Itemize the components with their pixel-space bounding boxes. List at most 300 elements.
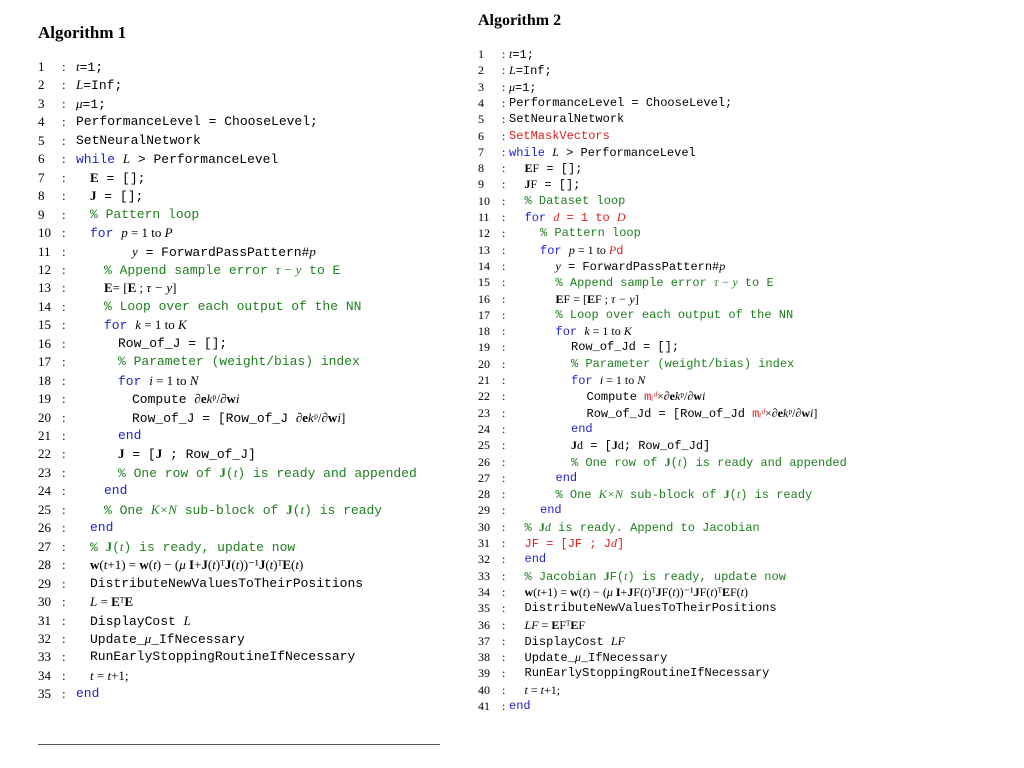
line-number: 6	[38, 151, 45, 167]
line-number: 9	[478, 177, 484, 192]
line-separator: :	[62, 667, 66, 683]
code-token: ; Row_of_Jd]	[623, 439, 711, 454]
line-number: 39	[478, 666, 490, 681]
code-token: (	[99, 557, 104, 573]
code-token: J	[655, 584, 662, 599]
code-line	[478, 534, 1018, 552]
code-token: DisplayCost	[90, 613, 184, 629]
line-separator: :	[62, 391, 66, 407]
code-text	[509, 127, 610, 145]
code-token: = 1 to	[574, 242, 609, 257]
code-text	[104, 482, 127, 500]
code-text	[90, 224, 173, 243]
line-separator: :	[62, 428, 66, 443]
code-token: w	[226, 391, 236, 407]
line-separator: :	[502, 617, 506, 632]
code-token: E	[586, 291, 595, 306]
code-line	[478, 697, 1018, 715]
code-text	[118, 335, 227, 353]
code-line	[38, 169, 468, 187]
line-number: 24	[38, 483, 51, 499]
line-number: 32	[478, 552, 490, 567]
code-token: % One	[555, 488, 599, 503]
code-line	[38, 630, 468, 648]
code-text	[571, 420, 593, 438]
code-token: =Inf;	[83, 78, 123, 94]
code-token: t	[76, 59, 80, 74]
code-text	[571, 355, 794, 373]
code-text	[104, 298, 361, 316]
code-token: τ − y	[713, 275, 738, 290]
code-token: ) is ready and appended	[237, 465, 417, 481]
code-token: w	[327, 409, 338, 425]
code-text	[104, 316, 187, 335]
line-number: 16	[38, 335, 51, 351]
code-token: end	[540, 503, 562, 518]
code-token: end	[76, 686, 100, 702]
line-separator: :	[502, 519, 506, 534]
code-token: = [];	[537, 178, 581, 193]
line-separator: :	[502, 584, 506, 599]
code-token: = [	[583, 439, 612, 454]
code-token: ; J	[582, 537, 611, 551]
line-separator: :	[62, 354, 66, 370]
code-token: K	[177, 317, 187, 333]
code-token: t	[103, 557, 108, 573]
code-token: I	[189, 557, 195, 573]
code-token: J	[664, 454, 671, 469]
code-token: F(	[661, 584, 673, 599]
code-line	[38, 593, 468, 611]
code-line	[38, 409, 468, 427]
code-token	[115, 152, 123, 167]
code-token: =	[93, 667, 108, 683]
code-token: F	[530, 177, 538, 192]
code-text	[90, 169, 145, 188]
line-number: 34	[478, 584, 490, 599]
code-text	[90, 206, 199, 224]
code-line	[38, 316, 468, 334]
code-token: e	[200, 391, 207, 407]
code-text	[118, 427, 141, 445]
code-token: ᵖ/∂	[212, 391, 227, 407]
code-token: ]	[634, 291, 639, 306]
code-line	[478, 273, 1018, 291]
line-separator: :	[62, 594, 66, 610]
code-token: (	[578, 584, 583, 599]
line-separator: :	[502, 633, 506, 648]
line-number: 29	[478, 503, 490, 518]
line-separator: :	[502, 177, 506, 192]
code-token: L	[183, 612, 191, 628]
line-number: 6	[478, 128, 484, 143]
code-token: (	[112, 539, 120, 555]
code-token: Update_	[524, 651, 575, 666]
line-separator: :	[502, 699, 506, 713]
code-token: Row_of_J = [Row_of_J	[132, 410, 296, 426]
code-line	[478, 355, 1018, 373]
code-token: e	[777, 405, 783, 420]
code-token: N	[637, 373, 646, 387]
code-text	[76, 58, 103, 77]
code-token: w	[90, 557, 100, 573]
code-token: E	[90, 169, 99, 185]
code-token: +1;	[543, 682, 561, 697]
code-token: = [J	[538, 537, 575, 551]
code-token: E	[524, 161, 533, 176]
code-line	[478, 338, 1018, 356]
line-separator: :	[502, 389, 506, 404]
code-token	[593, 374, 600, 388]
code-token: μ	[574, 650, 581, 665]
code-token: m	[644, 390, 652, 405]
code-token: % One row of	[118, 465, 220, 481]
code-line	[478, 616, 1018, 634]
code-text	[509, 94, 732, 112]
code-line	[478, 404, 1018, 422]
code-line	[38, 685, 468, 703]
code-token: L	[524, 617, 532, 632]
line-number: 32	[38, 630, 51, 646]
code-text	[76, 95, 106, 114]
code-token: ) is ready, update now	[627, 569, 786, 584]
code-token: PerformanceLevel = ChooseLevel;	[509, 95, 733, 110]
line-number: 11	[38, 243, 51, 259]
line-separator: :	[502, 568, 506, 583]
code-token: % Parameter (weight/bias) index	[118, 354, 360, 370]
code-token: % Loop over each output of the NN	[104, 298, 362, 314]
code-line	[38, 612, 468, 630]
code-token: J	[611, 438, 618, 453]
code-token: w	[693, 389, 702, 404]
line-number: 1	[38, 59, 45, 74]
code-token: w	[139, 557, 149, 573]
code-token: Update_	[90, 631, 145, 647]
line-separator: :	[502, 682, 506, 697]
code-text	[90, 630, 245, 649]
code-token: k	[674, 389, 681, 404]
code-text	[540, 501, 562, 519]
code-token: i	[235, 391, 240, 407]
line-number: 8	[478, 161, 484, 176]
code-token: )ᵀ	[273, 557, 283, 573]
code-token: = 1 to	[559, 211, 617, 225]
code-text	[556, 306, 794, 324]
line-separator: :	[62, 446, 66, 462]
line-separator: :	[62, 95, 66, 111]
code-token	[562, 244, 569, 258]
code-token: DistributeNewValuesToTheirPositions	[90, 575, 364, 591]
code-token: sub-block of	[176, 502, 287, 518]
code-token: for	[104, 318, 128, 334]
code-text	[118, 445, 256, 464]
code-token: y	[132, 243, 138, 259]
code-token: DisplayCost	[524, 634, 611, 649]
code-line	[478, 371, 1018, 389]
code-token: J	[524, 537, 532, 551]
line-number: 2	[478, 63, 484, 78]
algorithm-2-title: Algorithm 2	[478, 12, 562, 29]
code-token: = 1 to	[152, 372, 190, 388]
line-separator: :	[62, 501, 66, 517]
code-text	[118, 372, 198, 391]
code-token: ×∂	[656, 389, 670, 404]
line-number: 13	[38, 280, 51, 296]
line-number: 38	[478, 650, 490, 665]
code-token: t	[90, 667, 94, 683]
code-token: K×N	[150, 501, 177, 517]
code-token: t	[643, 584, 648, 599]
code-token: t	[624, 568, 628, 583]
code-text	[90, 187, 143, 206]
line-number: 19	[478, 340, 490, 355]
code-token: t	[582, 584, 587, 599]
code-line	[478, 436, 1018, 454]
line-number: 40	[478, 682, 490, 697]
code-token: J	[627, 584, 634, 599]
code-text	[525, 192, 626, 210]
line-separator: :	[502, 307, 506, 322]
code-token: % Jacobian	[524, 569, 604, 584]
code-token: ×∂	[764, 405, 778, 420]
code-token: ∂	[194, 391, 201, 407]
code-token: = 1 to	[141, 317, 178, 333]
line-separator: :	[502, 666, 506, 681]
code-token: (	[533, 584, 538, 599]
code-token: t	[107, 667, 112, 683]
code-token: while	[76, 152, 116, 168]
code-token: % One	[104, 502, 151, 518]
code-text	[509, 110, 624, 128]
code-token: i	[701, 389, 706, 404]
line-separator: :	[502, 275, 506, 290]
code-token: i	[599, 373, 604, 387]
code-token: ))⁻¹	[239, 557, 259, 573]
code-token: = [];	[98, 170, 146, 186]
code-token: (	[207, 557, 213, 573]
code-token: d	[577, 438, 583, 453]
code-token: E	[570, 617, 579, 632]
code-token: =1;	[79, 60, 104, 75]
code-token: % Pattern loop	[540, 226, 641, 241]
line-number: 11	[478, 210, 490, 224]
code-line	[478, 175, 1018, 193]
code-token: = [	[112, 280, 128, 296]
line-separator: :	[62, 206, 66, 222]
code-line	[478, 290, 1018, 308]
code-text	[104, 501, 382, 520]
code-token: ))⁻¹	[675, 584, 694, 599]
line-separator: :	[502, 650, 506, 665]
code-text	[76, 132, 201, 150]
code-token: J	[118, 446, 125, 462]
code-line	[38, 224, 468, 242]
code-token: (	[729, 488, 737, 503]
code-token: e	[669, 389, 675, 404]
line-separator: :	[62, 77, 66, 93]
code-token: F = [	[563, 291, 587, 306]
code-line	[478, 45, 1018, 63]
line-number: 22	[478, 389, 490, 404]
code-line	[478, 322, 1018, 340]
code-token: τ − y	[610, 291, 635, 306]
code-token: = [];	[539, 162, 583, 177]
code-line	[478, 567, 1018, 585]
line-separator: :	[502, 291, 506, 306]
code-token: t	[672, 584, 676, 599]
line-separator: :	[502, 503, 506, 518]
code-token: )ᵀ	[647, 584, 656, 599]
code-token: t	[710, 584, 714, 599]
code-line	[38, 261, 468, 279]
line-separator: :	[62, 151, 66, 167]
code-line	[38, 538, 468, 556]
code-token: (	[292, 502, 301, 518]
code-token: J	[90, 188, 97, 204]
code-token: to E	[301, 262, 341, 278]
code-token: DistributeNewValuesToTheirPositions	[524, 601, 777, 616]
code-token: p	[568, 242, 575, 257]
code-line	[38, 556, 468, 574]
code-token: J	[105, 538, 113, 554]
code-token: J	[723, 487, 730, 502]
code-token: μ	[144, 630, 152, 646]
code-text	[90, 519, 113, 537]
line-separator: :	[62, 114, 66, 130]
line-separator: :	[502, 210, 506, 224]
code-token: d	[616, 243, 624, 258]
line-separator: :	[502, 601, 506, 616]
line-number: 15	[478, 275, 490, 290]
line-number: 33	[478, 568, 490, 583]
line-number: 17	[478, 307, 490, 322]
code-token: J	[286, 501, 293, 517]
code-token: end	[571, 421, 593, 436]
code-token: J	[693, 584, 700, 599]
line-separator: :	[502, 324, 506, 339]
code-line	[478, 453, 1018, 471]
line-number: 18	[478, 324, 490, 339]
code-line	[38, 132, 468, 150]
code-line	[478, 387, 1018, 405]
code-token: J	[219, 464, 226, 480]
code-token: i	[810, 405, 814, 420]
code-token: d	[553, 210, 560, 224]
code-token: ]	[172, 280, 177, 296]
line-separator: :	[502, 226, 506, 241]
code-token: +1) =	[540, 584, 571, 599]
code-token: =Inf;	[515, 64, 552, 79]
code-line	[38, 648, 468, 666]
code-token: %	[524, 520, 539, 535]
code-token: L	[610, 633, 618, 648]
line-number: 22	[38, 446, 51, 462]
line-separator: :	[62, 409, 66, 425]
code-line	[38, 95, 468, 113]
code-token: ]	[616, 537, 625, 551]
code-line	[478, 664, 1018, 682]
line-separator: :	[502, 242, 506, 257]
code-token: t	[295, 557, 299, 573]
code-token: % Loop over each output of the NN	[555, 307, 794, 322]
line-separator: :	[502, 373, 506, 387]
line-number: 23	[38, 464, 51, 480]
code-token: L	[509, 63, 516, 78]
line-number: 28	[38, 557, 51, 573]
line-separator: :	[62, 335, 66, 351]
code-token: )ᵀ	[215, 557, 225, 573]
code-line	[478, 420, 1018, 438]
code-token: F	[532, 161, 540, 176]
line-separator: :	[502, 536, 506, 550]
code-token: t	[269, 557, 274, 573]
line-number: 35	[478, 601, 490, 616]
code-token: while	[509, 145, 546, 160]
code-token: d	[610, 536, 617, 550]
code-line	[38, 298, 468, 316]
code-token: J	[224, 557, 232, 573]
code-token: F ;	[594, 291, 611, 306]
line-separator: :	[502, 470, 506, 485]
line-number: 13	[478, 242, 490, 257]
code-token: end	[90, 520, 114, 536]
line-number: 29	[38, 575, 51, 591]
code-token: ᵖ/∂	[313, 409, 328, 425]
code-line	[38, 575, 468, 593]
code-text	[90, 538, 295, 557]
code-token: ) is ready	[740, 488, 813, 503]
line-number: 12	[38, 261, 51, 277]
code-token: ᵢᵈ	[651, 389, 657, 404]
line-separator: :	[62, 649, 66, 665]
line-number: 18	[38, 372, 51, 388]
code-text	[104, 279, 176, 298]
code-token: e	[302, 409, 309, 425]
line-number: 35	[38, 686, 51, 702]
code-line	[478, 469, 1018, 487]
line-separator: :	[502, 405, 506, 420]
code-token: N	[189, 372, 199, 388]
code-line	[478, 599, 1018, 617]
code-text	[76, 76, 122, 95]
line-number: 16	[478, 291, 490, 306]
code-token: = [];	[96, 189, 144, 205]
code-token: t	[540, 682, 544, 697]
code-line	[38, 150, 468, 168]
line-number: 19	[38, 391, 51, 407]
code-token: end	[524, 552, 547, 567]
code-token: J	[571, 438, 577, 453]
code-line	[478, 110, 1018, 128]
code-line	[478, 78, 1018, 96]
code-token: (	[148, 557, 154, 573]
code-line	[478, 208, 1018, 226]
code-token: % Parameter (weight/bias) index	[571, 356, 795, 371]
code-token: is ready. Append to Jacobian	[550, 520, 760, 535]
code-token: L	[122, 151, 131, 167]
code-text	[571, 338, 679, 356]
code-line	[478, 583, 1018, 601]
line-separator: :	[502, 438, 506, 453]
line-separator: :	[502, 79, 506, 94]
code-token: %	[90, 539, 106, 555]
code-text	[556, 469, 578, 487]
line-separator: :	[62, 169, 66, 185]
code-token: % One row of	[571, 455, 665, 470]
code-token: +1;	[111, 667, 129, 683]
line-number: 5	[38, 132, 45, 148]
code-token: F	[578, 617, 586, 632]
